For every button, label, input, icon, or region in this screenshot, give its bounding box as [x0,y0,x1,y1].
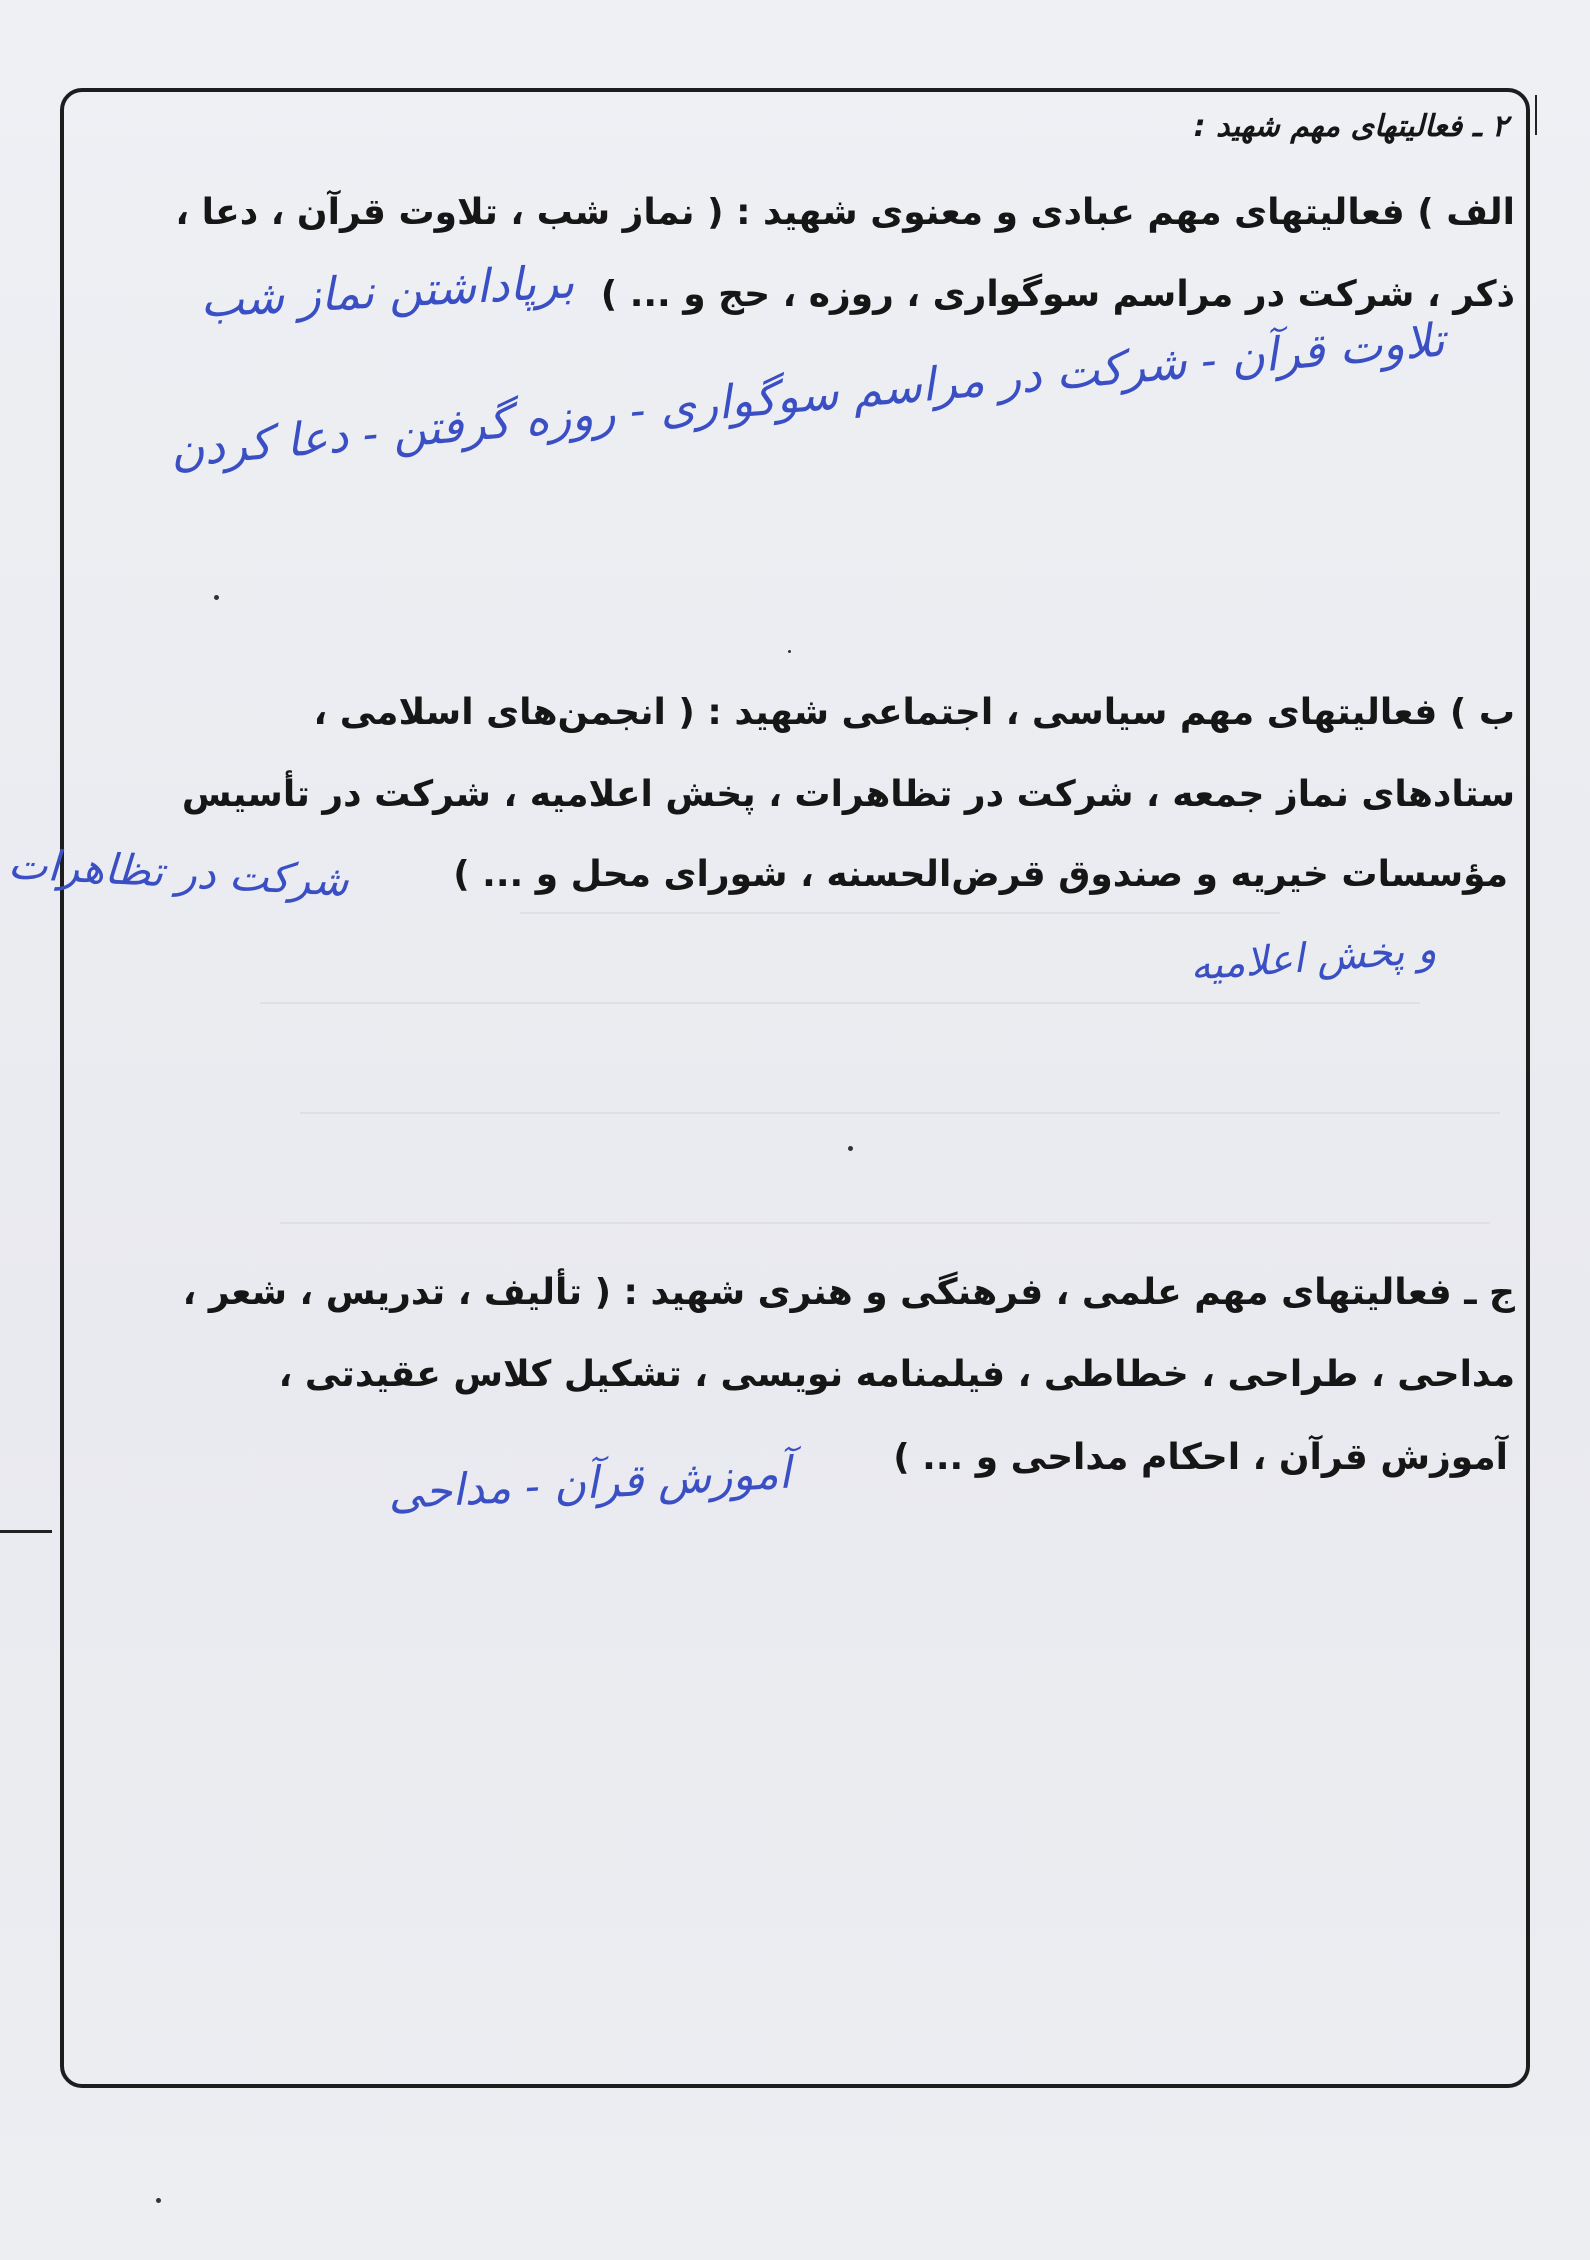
section-c-line-3: آموزش قرآن ، احکام مداحی و ... ) [893,1437,1508,1478]
margin-tick [1535,95,1537,135]
section-heading: ۲ ـ فعالیتهای مهم شهید : [1193,109,1508,144]
ink-speck [214,595,219,600]
ink-speck [156,2198,161,2203]
section-b-line-2: ستادهای نماز جمعه ، شرکت در تظاهرات ، پخش اعلامیه ، شرکت در تأسیس [181,774,1515,815]
section-a-answer-1: برپاداشتن نماز شب [198,254,576,328]
section-a-line-2: ذکر ، شرکت در مراسم سوگواری ، روزه ، حج و ... ) [600,274,1515,315]
ink-speck [788,650,791,653]
section-c-line-2: مداحی ، طراحی ، خطاطی ، فیلمنامه نویسی ، تشکیل کلاس عقیدتی ، [278,1354,1515,1395]
margin-tick [0,1530,52,1533]
ink-speck [848,1146,853,1151]
section-b-answer-2: و پخش اعلامیه [1188,926,1438,990]
section-a-answer-2: تلاوت قرآن - شرکت در مراسم سوگواری - روزه گرفتن - دعا کردن [168,312,1447,478]
section-a-line-1: الف ) فعالیتهای مهم عبادی و معنوی شهید : ( نماز شب ، تلاوت قرآن ، دعا ، [175,192,1515,233]
section-b-line-3: مؤسسات خیریه و صندوق قرض‌الحسنه ، شورای محل و ... ) [453,854,1508,895]
section-c-line-1: ج ـ فعالیتهای مهم علمی ، فرهنگی و هنری شهید : ( تألیف ، تدریس ، شعر ، [182,1272,1515,1313]
section-b-line-1: ب ) فعالیتهای مهم سیاسی ، اجتماعی شهید : ( انجمن‌های اسلامی ، [313,692,1515,733]
section-c-answer-1: آموزش قرآن - مداحی [386,1447,792,1520]
section-b-answer-1: شرکت در تظاهرات [6,839,350,906]
